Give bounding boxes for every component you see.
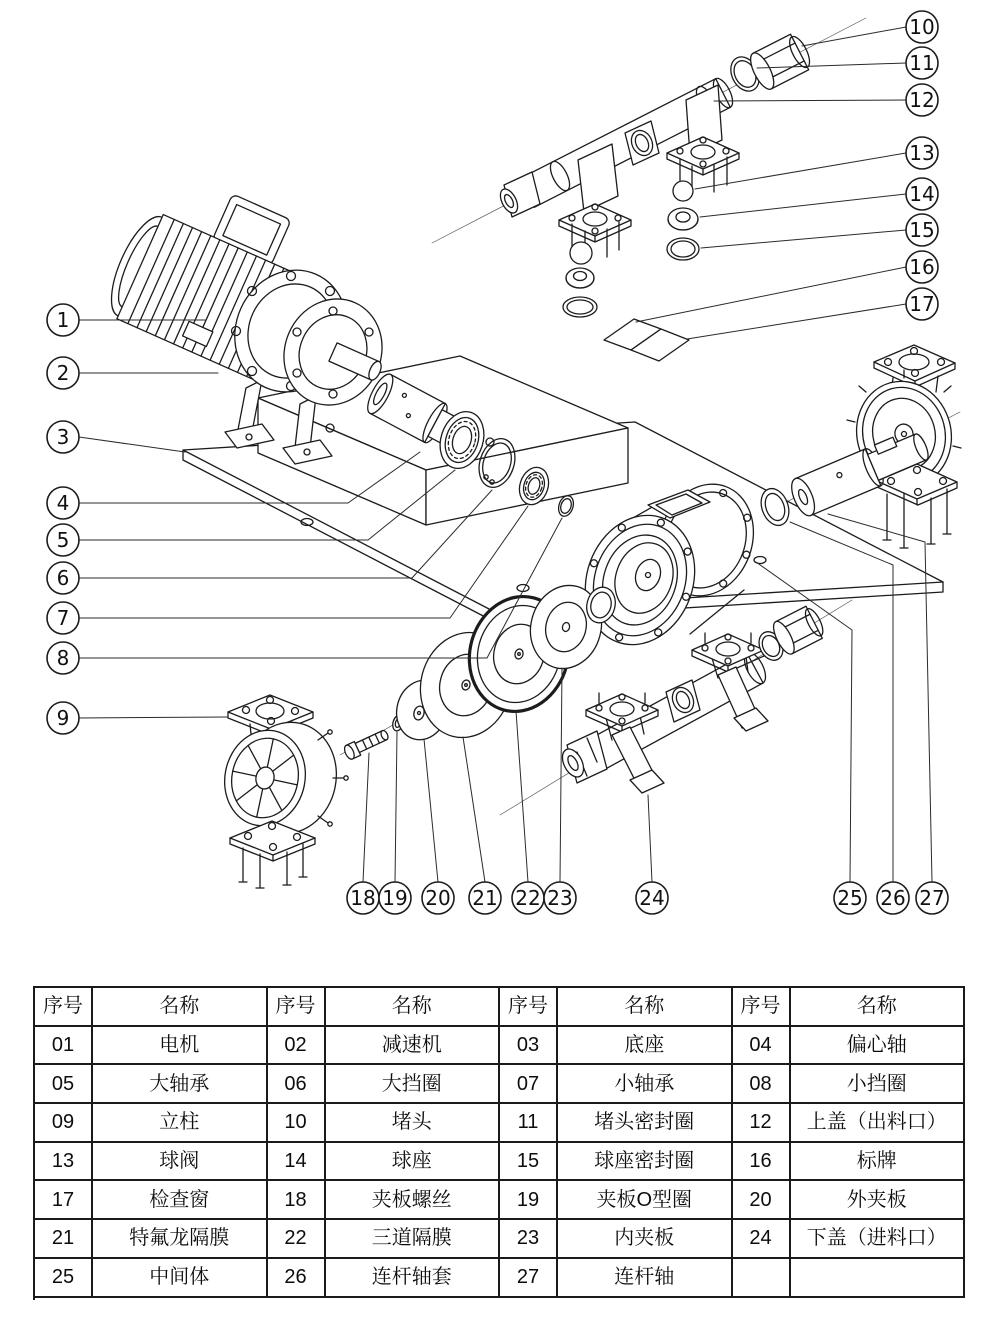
callout-number-4: 4: [56, 491, 70, 515]
leader-line-17: [687, 304, 906, 339]
part-no-cell: 07: [500, 1065, 558, 1104]
ball-seat-seal-right: [667, 238, 699, 260]
callout-number-26: 26: [880, 886, 906, 910]
part-no-cell: 19: [500, 1181, 558, 1220]
part-no-cell: 23: [500, 1220, 558, 1259]
part-no-cell: 24: [733, 1220, 791, 1259]
part-no-cell: 12: [733, 1104, 791, 1143]
callout-number-13: 13: [909, 141, 935, 165]
part-name-cell: 夹板O型圈: [558, 1181, 733, 1220]
part-name-cell: 夹板螺丝: [326, 1181, 501, 1220]
table-header-no: 序号: [35, 988, 93, 1027]
callout-number-10: 10: [909, 15, 935, 39]
part-no-cell: [733, 1259, 791, 1298]
leader-line-21: [463, 737, 485, 882]
part-name-cell: 球座密封圈: [558, 1143, 733, 1182]
ball-valve-left: [570, 242, 592, 264]
part-no-cell: 04: [733, 1027, 791, 1066]
ball-seat-seal-left: [563, 297, 597, 317]
part-no-cell: 03: [500, 1027, 558, 1066]
part-name-cell: 小挡圈: [791, 1065, 966, 1104]
part-name-cell: 下盖（进料口）: [791, 1220, 966, 1259]
leader-line-22: [516, 711, 528, 882]
part-name-cell: 三道隔膜: [326, 1220, 501, 1259]
callout-number-1: 1: [56, 308, 70, 332]
ball-valve-right: [673, 181, 693, 201]
part-name-cell: 大轴承: [93, 1065, 268, 1104]
callout-number-21: 21: [472, 886, 498, 910]
leader-line-20: [424, 739, 438, 882]
part-no-cell: 06: [268, 1065, 326, 1104]
callout-number-22: 22: [515, 886, 541, 910]
part-name-cell: 大挡圈: [326, 1065, 501, 1104]
part-name-cell: 小轴承: [558, 1065, 733, 1104]
part-name-cell: 底座: [558, 1027, 733, 1066]
part-no-cell: 05: [35, 1065, 93, 1104]
part-name-cell: 检查窗: [93, 1181, 268, 1220]
leader-line-10: [802, 27, 906, 46]
callout-number-19: 19: [382, 886, 408, 910]
part-name-cell: 标牌: [791, 1143, 966, 1182]
table-header-name: 名称: [791, 988, 966, 1027]
callout-number-8: 8: [56, 646, 70, 670]
part-name-cell: 减速机: [326, 1027, 501, 1066]
clamp-screw: [343, 728, 391, 761]
callout-number-15: 15: [909, 218, 935, 242]
callout-number-17: 17: [909, 292, 935, 316]
callout-number-6: 6: [56, 566, 70, 590]
leader-line-16: [636, 267, 906, 322]
part-no-cell: 17: [35, 1181, 93, 1220]
part-no-cell: 18: [268, 1181, 326, 1220]
part-name-cell: 球座: [326, 1143, 501, 1182]
part-no-cell: 08: [733, 1065, 791, 1104]
parts-table: [33, 986, 965, 1300]
part-name-cell: 内夹板: [558, 1220, 733, 1259]
part-no-cell: 26: [268, 1259, 326, 1298]
leader-line-19: [395, 732, 397, 882]
part-no-cell: 20: [733, 1181, 791, 1220]
callout-number-27: 27: [919, 886, 945, 910]
callout-number-23: 23: [547, 886, 573, 910]
part-name-cell: 中间体: [93, 1259, 268, 1298]
part-no-cell: 14: [268, 1143, 326, 1182]
part-name-cell: 球阀: [93, 1143, 268, 1182]
callout-number-20: 20: [425, 886, 451, 910]
part-name-cell: 偏心轴: [791, 1027, 966, 1066]
part-name-cell: 上盖（出料口）: [791, 1104, 966, 1143]
part-no-cell: 02: [268, 1027, 326, 1066]
callout-number-24: 24: [639, 886, 665, 910]
table-header-no: 序号: [268, 988, 326, 1027]
part-no-cell: 16: [733, 1143, 791, 1182]
callout-number-9: 9: [56, 706, 70, 730]
callout-number-2: 2: [56, 361, 70, 385]
callout-number-12: 12: [909, 88, 935, 112]
lower-manifold: [558, 633, 770, 793]
table-header-name: 名称: [93, 988, 268, 1027]
part-no-cell: 13: [35, 1143, 93, 1182]
leader-line-3: [79, 437, 185, 452]
callout-number-7: 7: [56, 606, 70, 630]
upper-manifold: [497, 76, 739, 259]
part-no-cell: 10: [268, 1104, 326, 1143]
part-no-cell: 09: [35, 1104, 93, 1143]
leader-line-9: [79, 717, 228, 718]
callout-number-25: 25: [837, 886, 863, 910]
callout-number-11: 11: [909, 51, 935, 75]
leader-line-18: [363, 753, 369, 882]
part-name-cell: 连杆轴: [558, 1259, 733, 1298]
leader-line-24: [648, 795, 652, 882]
part-name-cell: 堵头: [326, 1104, 501, 1143]
ball-seat-left: [566, 268, 594, 288]
callout-number-18: 18: [350, 886, 376, 910]
part-name-cell: 堵头密封圈: [558, 1104, 733, 1143]
part-no-cell: 21: [35, 1220, 93, 1259]
callout-number-3: 3: [56, 425, 70, 449]
ball-seat-right: [668, 208, 698, 230]
part-name-cell: 立柱: [93, 1104, 268, 1143]
part-no-cell: 01: [35, 1027, 93, 1066]
part-name-cell: 连杆轴套: [326, 1259, 501, 1298]
left-pump-head: [216, 695, 348, 888]
table-header-name: 名称: [558, 988, 733, 1027]
table-header-no: 序号: [733, 988, 791, 1027]
part-name-cell: 外夹板: [791, 1181, 966, 1220]
leader-line-12: [714, 100, 906, 101]
callout-number-16: 16: [909, 255, 935, 279]
part-no-cell: 22: [268, 1220, 326, 1259]
part-no-cell: 15: [500, 1143, 558, 1182]
part-no-cell: 11: [500, 1104, 558, 1143]
leader-line-14: [700, 194, 906, 217]
part-no-cell: 25: [35, 1259, 93, 1298]
part-no-cell: 27: [500, 1259, 558, 1298]
leader-line-15: [701, 230, 906, 248]
part-name-cell: [791, 1259, 966, 1298]
callout-number-14: 14: [909, 182, 935, 206]
part-name-cell: 特氟龙隔膜: [93, 1220, 268, 1259]
part-name-cell: 电机: [93, 1027, 268, 1066]
leader-line-23: [560, 668, 562, 882]
table-header-no: 序号: [500, 988, 558, 1027]
callout-number-5: 5: [56, 528, 70, 552]
table-header-name: 名称: [326, 988, 501, 1027]
